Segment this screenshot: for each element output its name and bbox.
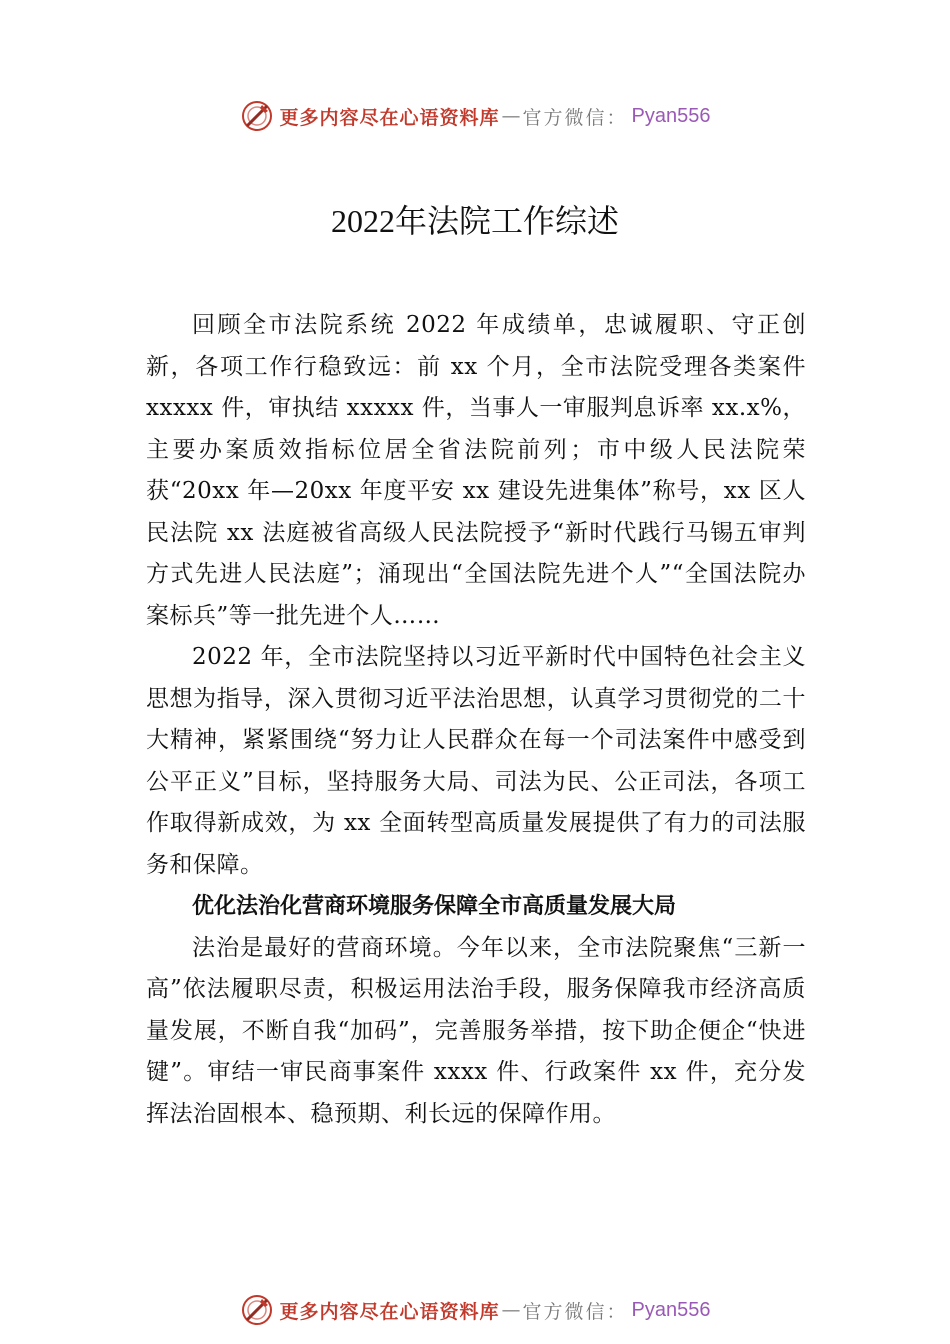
footer-banner — [0, 1290, 950, 1330]
section-heading: 优化法治化营商环境服务保障全市高质量发展大局 — [192, 894, 677, 919]
library-logo-icon — [240, 99, 274, 133]
paragraph-2: 2022 年，全市法院坚持以习近平新时代中国特色社会主义思想为指导，深入贯彻习近平法治思想，认真学习贯彻党的二十大精神，紧紧围绕“努力让人民群众在每一个司法案件中感受到公平正义”目标，坚持服务大局、司法为民、公正司法，各项工作取得新成效，为 xx 全面转型高质量发展提供了有力的司法服务和保障。 — [146, 644, 806, 878]
paragraph-3: 法治是最好的营商环境。今年以来，全市法院聚焦“三新一高”依法履职尽责，积极运用法治手段，服务保障我市经济高质量发展，不断自我“加码”，完善服务举措，按下助企便企“快进键”。审结一审民商事案件 xxxx 件、行政案件 xx 件，充分发挥法治固根本、稳预期、利长远的保障作用。 — [146, 934, 806, 1127]
header-banner — [0, 96, 950, 136]
page-title: 2022年法院工作综述 — [330, 203, 619, 239]
official-label: 官方微信： — [522, 106, 628, 129]
official-label: 官方微信： — [522, 1300, 628, 1323]
paragraph-1: 回顾全市法院系统 2022 年成绩单，忠诚履职、守正创新，各项工作行稳致远：前 xx 个月，全市法院受理各类案件 xxxxx 件，审执结 xxxxx 件，当事人一审服判息诉率 xx.x%，主要办案质效指标位居全省法院前列；市中级人民法院荣获“20xx 年—20xx 年度平安 xx 建设先进集体”称号，xx 区人民法院 xx 法庭被省高级人民法院授予“新时代践行马锡五审判方式先进人民法庭”；涌现出“全国法院先进个人”“全国法院办案标兵”等一批先进个人…… — [146, 312, 806, 629]
wechat-handle: Pyan556 — [631, 104, 711, 127]
wechat-handle: Pyan556 — [631, 1298, 711, 1321]
brand-text: 更多内容尽在心语资料库 — [279, 1300, 500, 1323]
brand-text: 更多内容尽在心语资料库 — [279, 106, 500, 129]
banner-dash: — — [501, 105, 521, 127]
banner-dash: — — [501, 1299, 521, 1321]
library-logo-icon — [240, 1293, 274, 1327]
document-body — [146, 305, 806, 1135]
